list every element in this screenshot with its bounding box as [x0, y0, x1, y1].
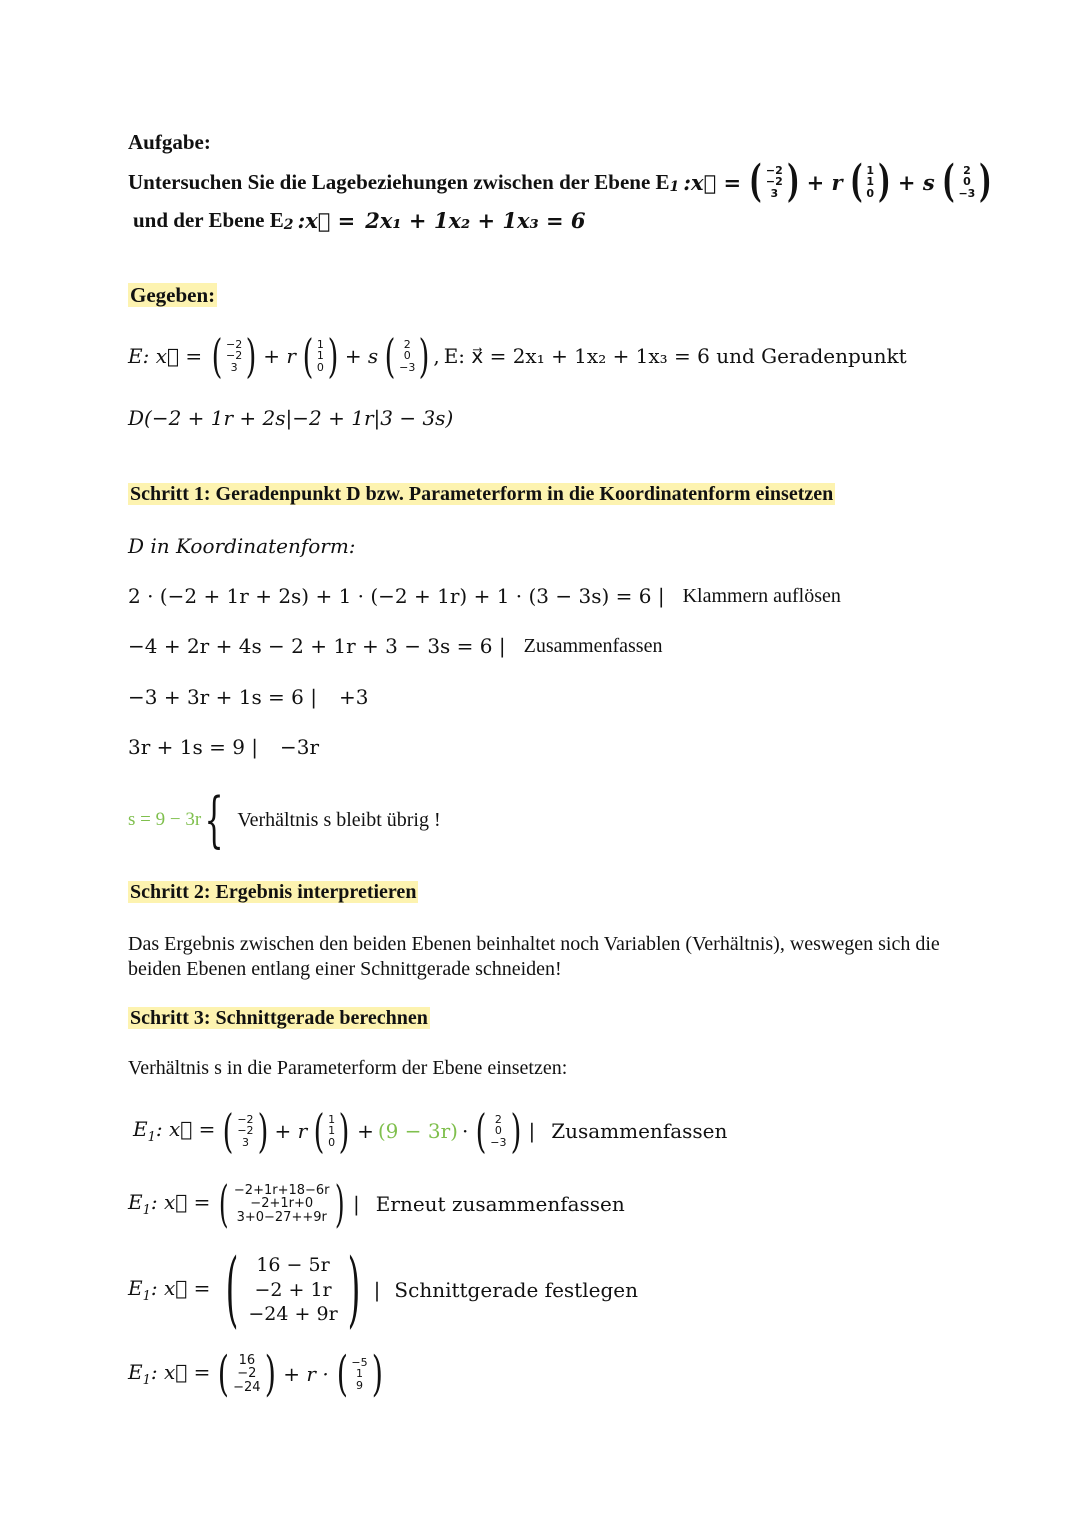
- vector-entry: −2: [237, 1366, 257, 1382]
- vector-entry: −5: [351, 1355, 368, 1369]
- vector-entry: 0: [328, 1135, 336, 1149]
- direction-vector-2: [472, 1104, 524, 1158]
- x-vector-symbol: :x⃗ =: [683, 169, 742, 195]
- step1-heading-text: Schritt 1: Geradenpunkt D bzw. Parameterform in die Koordinatenform einsetzen: [130, 483, 834, 505]
- final-support-vector: [214, 1346, 279, 1402]
- vector-column: [234, 1184, 330, 1225]
- vector-entry: 1: [866, 175, 875, 189]
- comma: ,: [433, 344, 440, 368]
- right-paren: ): [979, 156, 993, 207]
- left-paren: (: [218, 1346, 230, 1402]
- plus-sign: +: [357, 1119, 374, 1143]
- substitution-line: [133, 1102, 727, 1160]
- right-paren: ): [257, 1104, 268, 1158]
- task-line-1-text: Untersuchen Sie die Lagebeziehungen zwischen der Ebene E: [128, 169, 670, 194]
- step1-result: [128, 786, 441, 854]
- dot-operator: ·: [461, 1119, 469, 1143]
- vector-entry: −2+1r+18−6r: [233, 1182, 330, 1198]
- left-paren: (: [749, 156, 762, 207]
- left-paren: (: [222, 1104, 234, 1158]
- separator: |: [373, 1278, 381, 1302]
- vector-entry: 1: [316, 349, 324, 363]
- vector-entry: 0: [963, 175, 971, 189]
- plus-s: + s: [344, 344, 379, 368]
- vector-column: [866, 165, 874, 200]
- step3-heading: [128, 1007, 430, 1030]
- support-vector-e1: [745, 156, 804, 207]
- coordinate-form-text: E: x⃗ = 2x₁ + 1x₂ + 1x₃ = 6 und Geradenpunkt: [443, 344, 907, 368]
- vector-entry: 1: [356, 1367, 364, 1381]
- step1-equation-2: [128, 634, 662, 658]
- vector-entry: −2: [765, 163, 783, 177]
- left-paren: (: [225, 1242, 239, 1337]
- vector-entry: −2: [237, 1112, 254, 1126]
- left-paren: (: [941, 156, 955, 207]
- vector-entry: −24 + 9r: [248, 1303, 338, 1326]
- final-direction-vector: [333, 1346, 387, 1402]
- note-resummarize: Erneut zusammenfassen: [375, 1192, 625, 1216]
- vector-entry: −3: [958, 186, 976, 200]
- vector-entry: −2: [226, 349, 243, 363]
- separator: |: [528, 1119, 536, 1143]
- vector-column: [328, 1114, 335, 1149]
- vector-entry: 1: [328, 1112, 336, 1126]
- vector-entry: 2: [494, 1112, 502, 1126]
- vector-entry: 0: [494, 1124, 502, 1138]
- given-plane-line: [128, 328, 907, 384]
- right-paren: ): [786, 156, 800, 207]
- note-summarize: Zusammenfassen: [551, 1119, 728, 1143]
- vector-entry: 3: [770, 186, 779, 200]
- result-note: Verhältnis s bleibt übrig !: [237, 808, 441, 831]
- plus-s: + s: [897, 169, 935, 195]
- vector-entry: −24: [233, 1379, 261, 1395]
- vector-entry: 1: [866, 163, 875, 177]
- vector-entry: 0: [316, 360, 324, 374]
- combined-vector: [214, 1175, 349, 1233]
- step3-intro: Verhältnis s in die Parameterform der Ebene einsetzen:: [128, 1057, 568, 1079]
- separator: |: [353, 1192, 360, 1216]
- given-heading-text: Gegeben:: [130, 283, 216, 307]
- simplified-vector: [216, 1242, 369, 1337]
- task-line-2-text: und der Ebene E: [133, 207, 284, 232]
- task-line-2: [133, 207, 586, 233]
- vector-entry: −2: [765, 175, 783, 189]
- vector-column: [317, 339, 324, 374]
- vector-column: [399, 339, 415, 374]
- note-3: +3: [339, 685, 369, 709]
- vector-column: [766, 165, 783, 200]
- equation-4: 3r + 1s = 9 |: [128, 735, 259, 759]
- step1-intro: [128, 534, 356, 559]
- vector-entry: −2: [237, 1124, 254, 1138]
- step1-intro-text: D in Koordinatenform:: [128, 534, 356, 558]
- substituted-factor: (9 − 3r): [377, 1119, 458, 1143]
- vector-entry: 0: [403, 349, 411, 363]
- right-paren: ): [418, 329, 430, 383]
- note-2: Zusammenfassen: [523, 634, 663, 657]
- support-vector: [219, 1104, 271, 1158]
- left-paren: (: [302, 329, 314, 383]
- vector-entry: −2: [226, 337, 243, 351]
- right-paren: ): [327, 329, 339, 383]
- e1-x-symbol: $E_1$: x⃗ =: [128, 1276, 211, 1304]
- e1-x-symbol: $E_1$: x⃗ =: [128, 1190, 211, 1218]
- vector-entry: 3+0−27++9r: [236, 1209, 327, 1225]
- vector-entry: 2: [963, 163, 971, 177]
- subscript-1: 1: [669, 179, 680, 195]
- step1-equation-1: [128, 584, 841, 608]
- vector-entry: 1: [328, 1124, 336, 1138]
- vector-entry: 16 − 5r: [256, 1253, 330, 1276]
- direction-vector-2: [381, 329, 433, 383]
- step2-text: Das Ergebnis zwischen den beiden Ebenen beinhaltet noch Variablen (Verhältnis), weswegen sich die beiden Ebenen entlang einer Schnittgerade schneiden!: [128, 933, 940, 980]
- vector-column: [226, 339, 242, 374]
- note-4: −3r: [280, 735, 320, 759]
- vector-entry: −2+1r+0: [250, 1196, 314, 1212]
- vector-column: [233, 1354, 260, 1395]
- equation-1: 2 · (−2 + 1r + 2s) + 1 · (−2 + 1r) + 1 · (3 − 3s) = 6 |: [128, 584, 665, 608]
- vector-entry: −2 + 1r: [254, 1278, 332, 1301]
- given-point: D(−2 + 1r + 2s|−2 + 1r|3 − 3s): [128, 406, 454, 430]
- curly-brace: {: [204, 785, 224, 855]
- left-paren: (: [211, 329, 223, 383]
- left-paren: (: [475, 1104, 487, 1158]
- task-heading: Aufgabe:: [128, 130, 211, 154]
- subscript-2: 2: [283, 217, 294, 233]
- right-paren: ): [334, 1175, 345, 1233]
- direction-vector-1: [846, 156, 895, 207]
- step1-equation-4: [128, 735, 319, 759]
- right-paren: ): [510, 1104, 521, 1158]
- left-paren: (: [384, 329, 396, 383]
- step2-heading: [128, 881, 418, 904]
- e1-x-symbol: $E_1$: x⃗ =: [128, 1360, 211, 1388]
- left-paren: (: [849, 156, 863, 207]
- vector-entry: −3: [490, 1135, 507, 1149]
- vector-entry: 0: [866, 186, 875, 200]
- step1-equation-3: [128, 685, 368, 709]
- vector-entry: 1: [316, 337, 324, 351]
- right-paren: ): [878, 156, 891, 207]
- plus-r: + r: [274, 1119, 308, 1143]
- result-equation: s = 9 − 3r: [128, 809, 202, 830]
- combined-line: [128, 1176, 625, 1232]
- vector-column: [958, 165, 975, 200]
- direction-vector-1: [310, 1104, 353, 1158]
- right-paren: ): [371, 1346, 383, 1402]
- plus-r-dot: + r ·: [283, 1362, 329, 1386]
- left-paren: (: [219, 1175, 230, 1233]
- vector-entry: 3: [241, 1135, 249, 1149]
- vector-column: [490, 1114, 506, 1149]
- right-paren: ): [264, 1346, 276, 1402]
- vector-entry: 9: [356, 1378, 364, 1392]
- step2-heading-text: Schritt 2: Ergebnis interpretieren: [130, 881, 417, 903]
- vector-column: [351, 1357, 367, 1392]
- e1-x-symbol: $E_1$: x⃗ =: [133, 1117, 216, 1145]
- given-heading: [128, 283, 217, 308]
- equation-2: −4 + 2r + 4s − 2 + 1r + 3 − 3s = 6 |: [128, 634, 506, 658]
- right-paren: ): [245, 329, 257, 383]
- vector-column: [248, 1253, 337, 1327]
- right-paren: ): [347, 1242, 361, 1337]
- plus-r: + r: [263, 344, 296, 368]
- note-set-line: Schnittgerade festlegen: [394, 1278, 638, 1302]
- direction-vector-1: [299, 329, 342, 383]
- vector-entry: 16: [238, 1352, 256, 1368]
- note-1: Klammern auflösen: [682, 584, 841, 607]
- e-x-symbol: E: x⃗ =: [128, 344, 203, 368]
- step3-heading-text: Schritt 3: Schnittgerade berechnen: [130, 1007, 428, 1029]
- vector-entry: −3: [399, 360, 416, 374]
- vector-entry: 3: [230, 360, 238, 374]
- final-line: [128, 1346, 386, 1402]
- task-line-1: [128, 158, 996, 206]
- direction-vector-2: [938, 156, 997, 207]
- step1-heading: [128, 483, 835, 506]
- vector-column: [237, 1114, 253, 1149]
- left-paren: (: [313, 1104, 325, 1158]
- plus-r: + r: [806, 169, 843, 195]
- equation-3: −3 + 3r + 1s = 6 |: [128, 685, 317, 709]
- simplified-line: [128, 1242, 638, 1337]
- support-vector: [208, 329, 260, 383]
- right-paren: ): [338, 1104, 350, 1158]
- left-paren: (: [336, 1346, 348, 1402]
- vector-entry: 2: [403, 337, 411, 351]
- x-vector-symbol: :x⃗ =: [297, 207, 356, 233]
- plane-equation: 2x₁ + 1x₂ + 1x₃ = 6: [365, 207, 586, 233]
